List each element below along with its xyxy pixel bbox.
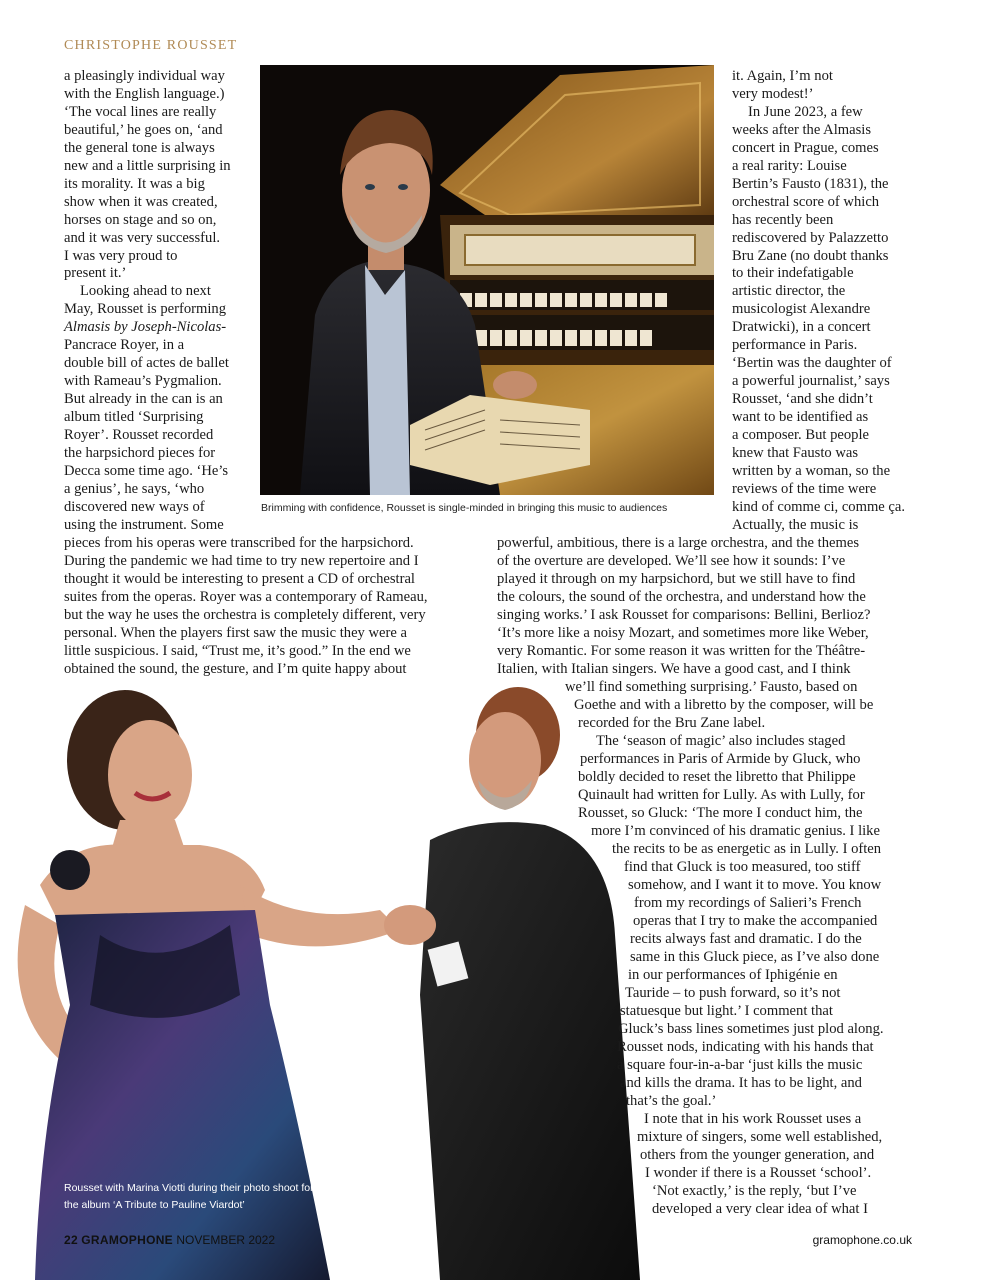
text-line: a square four-in-a-bar ‘just kills the music <box>617 1057 863 1073</box>
text-line: personal. When the players first saw the music they were a <box>64 624 407 641</box>
text-line: reviews of the time were <box>732 480 877 497</box>
left-column <box>64 68 259 535</box>
text-line: Dratwicki), in a concert <box>732 319 871 336</box>
text-line: but the way he uses the orchestra is completely different, very <box>64 606 426 623</box>
text-line: Quinault had written for Lully. As with Lully, for <box>578 787 865 803</box>
text-line: Royer’. Rousset recorded <box>64 427 214 444</box>
text-line: boldly decided to reset the libretto that Philippe <box>578 769 856 785</box>
text-line: to their indefatigable <box>732 265 854 282</box>
text-line: with the English language.) <box>64 85 225 102</box>
text-line: Goethe and with a libretto by the composer, will be <box>574 697 874 713</box>
text-line: played it through on my harpsichord, but we still have to find <box>497 570 856 587</box>
text-line: a powerful journalist,’ says <box>732 373 890 390</box>
text-line: In June 2023, a few <box>748 103 863 120</box>
text-line: suites from the operas. Royer was a contemporary of Rameau, <box>64 588 428 605</box>
text-line: ‘Not exactly,’ is the reply, ‘but I’ve <box>652 1183 857 1199</box>
text-line: ‘The vocal lines are really <box>64 103 217 120</box>
text-line: discovered new ways of <box>64 498 205 515</box>
wide-text-left <box>64 535 494 679</box>
text-line: somehow, and I want it to move. You know <box>628 877 882 893</box>
text-line: powerful, ambitious, there is a large orchestra, and the themes <box>497 535 860 551</box>
text-line: with Rameau’s Pygmalion. <box>64 373 222 390</box>
text-line: The ‘season of magic’ also includes staged <box>596 733 846 749</box>
text-line: performances in Paris of Armide by Gluck, who <box>580 751 861 767</box>
text-line: knew that Fausto was <box>732 445 859 462</box>
text-line: Pancrace Royer, in a <box>64 337 185 354</box>
text-line: and it was very successful. <box>64 229 221 246</box>
right-column <box>732 68 932 535</box>
text-line: Bertin’s Fausto (1831), the <box>732 175 889 192</box>
text-line: more I’m convinced of his dramatic genius. I like <box>591 823 880 839</box>
text-line: and kills the drama. It has to be light, and <box>620 1075 862 1091</box>
text-line: Looking ahead to next <box>80 283 211 300</box>
text-line: I note that in his work Rousset uses a <box>644 1111 862 1127</box>
text-line: singing works.’ I ask Rousset for comparisons: Bellini, Berlioz? <box>497 606 871 623</box>
text-line: want to be identified as <box>732 409 869 426</box>
top-photo-rousset-harpsichord <box>260 65 714 495</box>
text-line: concert in Prague, comes <box>732 139 879 156</box>
text-line: from my recordings of Salieri’s French <box>634 895 862 911</box>
text-line: kind of comme ci, comme ça. <box>732 498 906 515</box>
magazine-name: GRAMOPHONE <box>81 1233 173 1247</box>
text-line: Bru Zane (no doubt thanks <box>732 247 889 264</box>
text-line: orchestral score of which <box>732 193 880 210</box>
text-line: ‘Bertin was the daughter of <box>732 355 892 372</box>
text-line: using the instrument. Some <box>64 516 224 533</box>
page-number: 22 <box>64 1233 78 1247</box>
text-line: May, Rousset is performing <box>64 301 226 318</box>
text-line: the general tone is always <box>64 139 215 156</box>
text-line: same in this Gluck piece, as I’ve also done <box>630 949 880 965</box>
text-line: Italien, with Italian singers. We have a good cast, and I think <box>497 660 851 677</box>
text-line: show when it was created, <box>64 193 218 210</box>
text-line: weeks after the Almasis <box>732 121 872 138</box>
text-line: written by a woman, so the <box>732 462 891 479</box>
website-url: gramophone.co.uk <box>812 1233 912 1247</box>
text-line: Gluck’s bass lines sometimes just plod along. <box>618 1021 884 1037</box>
text-line: Decca some time ago. ‘He’s <box>64 462 229 479</box>
text-line: others from the younger generation, and <box>640 1147 875 1163</box>
text-line: Rousset, so Gluck: ‘The more I conduct him, the <box>578 805 863 821</box>
text-line: find that Gluck is too measured, too stiff <box>624 859 861 875</box>
text-line: recorded for the Bru Zane label. <box>578 715 766 731</box>
text-line: a composer. But people <box>732 427 869 444</box>
text-line: I was very proud to <box>64 247 178 264</box>
page-footer <box>64 1233 275 1247</box>
harpsichord-portrait-illustration <box>260 65 714 495</box>
text-line: has recently been <box>732 211 834 228</box>
text-line: But already in the can is an <box>64 391 223 408</box>
text-line: the colours, the sound of the orchestra, and understand how the <box>497 588 866 605</box>
text-line: that’s the goal.’ <box>626 1093 717 1109</box>
text-line: the recits to be as energetic as in Lully. I often <box>612 841 882 857</box>
text-line: operas that I try to make the accompanied <box>633 913 878 929</box>
text-line: recits always fast and dramatic. I do the <box>630 931 862 947</box>
text-line: thought it would be interesting to present a CD of orchestral <box>64 570 415 587</box>
running-head: CHRISTOPHE ROUSSET <box>64 38 238 53</box>
text-line: it. Again, I’m not <box>732 68 833 84</box>
text-line: musicologist Alexandre <box>732 301 871 318</box>
text-line: Almasis by Joseph-Nicolas- <box>64 319 227 336</box>
photo-caption-bottom: Rousset with Marina Viotti during their photo shoot for the album ‘A Tribute to Pauline Viardot’ <box>64 1182 314 1211</box>
text-line: new and a little surprising in <box>64 157 231 174</box>
text-line: Rousset, ‘and she didn’t <box>732 391 873 408</box>
text-line: double bill of actes de ballet <box>64 355 229 372</box>
wide-text-right <box>497 535 927 679</box>
text-line: very Romantic. For some reason it was written for the Théâtre- <box>497 642 866 659</box>
text-line: Rousset nods, indicating with his hands that <box>617 1039 874 1055</box>
text-line: album titled ‘Surprising <box>64 409 204 426</box>
text-line: we’ll find something surprising.’ Fausto, based on <box>565 679 858 695</box>
text-line: in our performances of Iphigénie en <box>628 967 838 983</box>
text-line: horses on stage and so on, <box>64 211 217 228</box>
text-line: obtained the sound, the gesture, and I’m quite happy about <box>64 660 407 677</box>
text-line: Tauride – to push forward, so it’s not <box>625 985 841 1001</box>
text-line: During the pandemic we had time to try new repertoire and I <box>64 552 419 569</box>
text-line: present it.’ <box>64 265 127 282</box>
text-line: ‘It’s more like a noisy Mozart, and sometimes more like Weber, <box>497 624 869 641</box>
text-line: a real rarity: Louise <box>732 157 847 174</box>
photo-caption-top: Brimming with confidence, Rousset is single-minded in bringing this music to audiences <box>261 502 668 514</box>
text-line: of the overture are developed. We’ll see how it sounds: I’ve <box>497 552 846 569</box>
text-line: developed a very clear idea of what I <box>652 1201 868 1217</box>
text-line: a pleasingly individual way <box>64 68 225 84</box>
text-line: a genius’, he says, ‘who <box>64 480 205 497</box>
text-line: Actually, the music is <box>732 516 859 533</box>
text-line: artistic director, the <box>732 283 846 300</box>
text-line: mixture of singers, some well established, <box>637 1129 883 1145</box>
text-line: statuesque but light.’ I comment that <box>620 1003 833 1019</box>
text-line: its morality. It was a big <box>64 175 205 192</box>
issue-date: NOVEMBER 2022 <box>176 1233 276 1247</box>
text-line: beautiful,’ he goes on, ‘and <box>64 121 223 138</box>
text-line: I wonder if there is a Rousset ‘school’. <box>645 1165 872 1181</box>
text-line: performance in Paris. <box>732 337 858 354</box>
text-line: very modest!’ <box>732 85 814 102</box>
text-line: rediscovered by Palazzetto <box>732 229 889 246</box>
text-line: the harpsichord pieces for <box>64 445 216 462</box>
text-line: little suspicious. I said, “Trust me, it’s good.” In the end we <box>64 642 411 659</box>
text-line: pieces from his operas were transcribed for the harpsichord. <box>64 535 414 551</box>
